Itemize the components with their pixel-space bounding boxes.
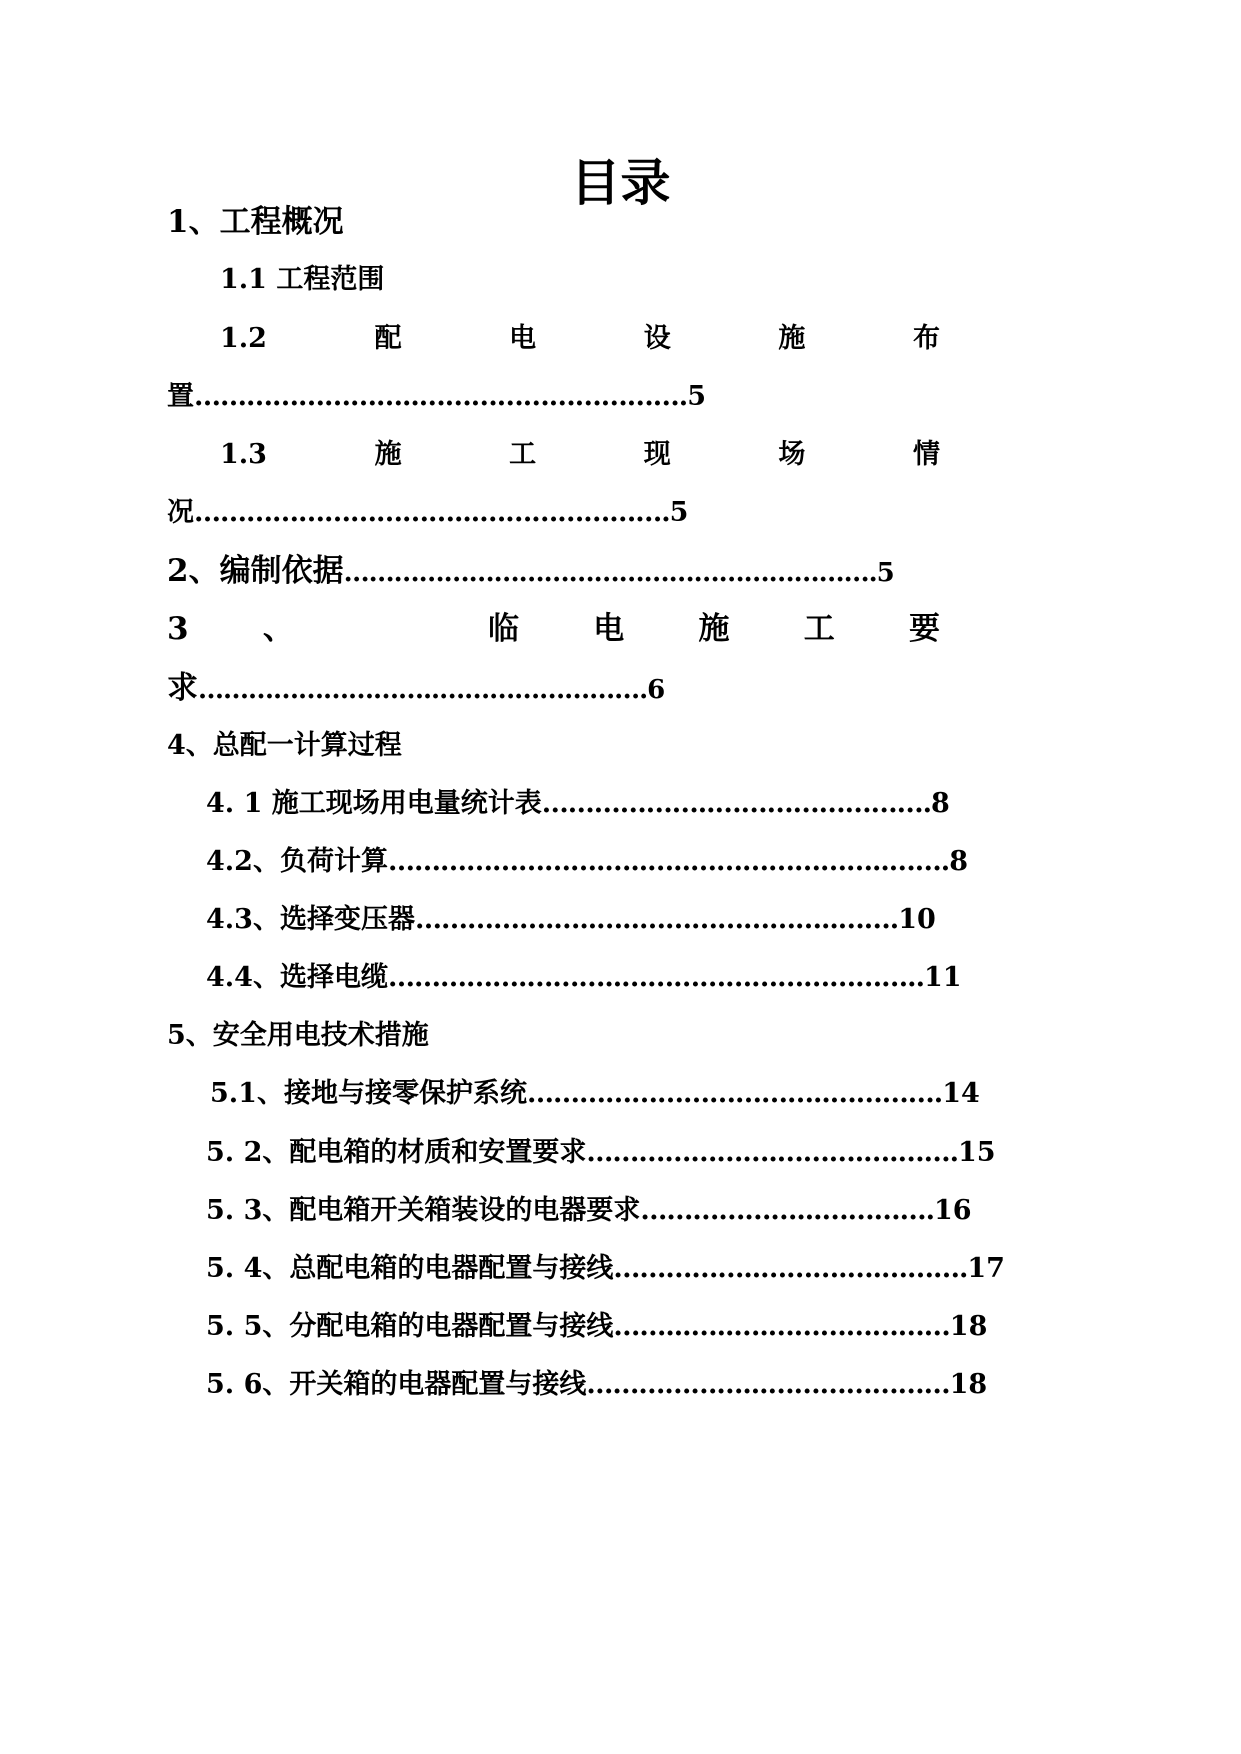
toc-section-1: 1、工程概况 bbox=[167, 204, 344, 240]
toc-leader-dots: ………………...………………… bbox=[586, 1369, 950, 1400]
toc-leader-dots: ………………….……….….……. bbox=[586, 1137, 958, 1168]
toc-text: 5. 3、配电箱开关箱装设的电器要求 bbox=[206, 1195, 641, 1226]
toc-section-4-1 bbox=[206, 790, 950, 817]
toc-char: 设 bbox=[643, 323, 671, 354]
toc-leader-dots: ………………………..……………………. bbox=[198, 675, 648, 705]
toc-text: 5.1、接地与接零保护系统 bbox=[210, 1078, 527, 1109]
toc-text: 5. 5、分配电箱的电器配置与接线 bbox=[206, 1311, 614, 1342]
toc-char: 施 bbox=[698, 611, 730, 647]
toc-char: 1.2 bbox=[220, 323, 267, 354]
toc-page-number: 14 bbox=[942, 1078, 980, 1109]
toc-char: 现 bbox=[643, 439, 671, 470]
toc-page-number: 15 bbox=[957, 1137, 996, 1168]
toc-char: 临 bbox=[488, 611, 520, 647]
toc-text: 4. 1 施工现场用电量统计表 bbox=[206, 788, 542, 819]
page-title: 目录 bbox=[570, 153, 671, 212]
toc-page-number: 5 bbox=[669, 497, 689, 528]
toc-text: 求 bbox=[167, 670, 198, 706]
toc-leader-dots: ………………...…………. bbox=[640, 1195, 934, 1226]
toc-leader-dots: …………………….…..…..…………………..……. bbox=[387, 846, 950, 877]
toc-char: 场 bbox=[778, 439, 806, 470]
toc-page-number: 5 bbox=[876, 558, 895, 588]
toc-char: 工 bbox=[509, 439, 537, 470]
toc-leader-dots: ……………………………..…………. bbox=[526, 1078, 943, 1109]
toc-char: 3 bbox=[167, 611, 189, 647]
toc-section-4-2 bbox=[206, 848, 968, 875]
toc-page-number: 8 bbox=[930, 788, 950, 819]
toc-section-1-3-line2 bbox=[167, 499, 688, 526]
toc-page-number: 16 bbox=[933, 1195, 972, 1226]
toc-char: 要 bbox=[908, 611, 940, 647]
toc-page-number: 8 bbox=[949, 846, 968, 877]
toc-char: 配 bbox=[374, 323, 402, 354]
toc-section-5-4 bbox=[206, 1255, 1005, 1282]
toc-char: 施 bbox=[374, 439, 402, 470]
toc-text: 4.2、负荷计算 bbox=[206, 846, 388, 877]
toc-section-5: 5、安全用电技术措施 bbox=[167, 1020, 429, 1051]
toc-text: 5. 2、配电箱的材质和安置要求 bbox=[206, 1137, 587, 1168]
toc-page-number: 18 bbox=[949, 1311, 988, 1342]
toc-page-number: 11 bbox=[923, 962, 962, 993]
toc-leader-dots: ……………..……….….………. bbox=[613, 1253, 968, 1284]
toc-text: 5. 4、总配电箱的电器配置与接线 bbox=[206, 1253, 614, 1284]
toc-page-number: 5 bbox=[687, 381, 706, 412]
toc-text: 5. 6、开关箱的电器配置与接线 bbox=[206, 1369, 587, 1400]
toc-section-1-2-line2 bbox=[167, 383, 706, 410]
toc-leader-dots: …………….………..…………………………….. bbox=[387, 962, 924, 993]
toc-leader-dots: ……………………..…………………………. bbox=[194, 381, 688, 412]
toc-section-1-3-line1 bbox=[220, 441, 940, 468]
toc-section-1-2-line1 bbox=[220, 325, 940, 352]
toc-text: 4.3、选择变压器 bbox=[206, 904, 415, 935]
toc-leader-dots: …………………………...…………………. bbox=[194, 497, 670, 528]
toc-char: 布 bbox=[912, 323, 940, 354]
toc-page-number: 17 bbox=[967, 1253, 1005, 1284]
toc-leader-dots: ………………………………………………………. bbox=[343, 558, 877, 588]
toc-section-2 bbox=[167, 553, 895, 589]
toc-section-4: 4、总配一计算过程 bbox=[167, 730, 402, 761]
toc-text: 2、编制依据 bbox=[167, 553, 344, 589]
toc-text: 况 bbox=[167, 497, 194, 528]
toc-page-number: 6 bbox=[647, 675, 666, 705]
toc-char: 电 bbox=[593, 611, 625, 647]
toc-leader-dots: …………….…..…..…………………..……. bbox=[414, 904, 899, 935]
toc-section-5-3 bbox=[206, 1197, 972, 1224]
toc-section-3-line2 bbox=[167, 670, 666, 706]
toc-char: 情 bbox=[912, 439, 940, 470]
toc-section-5-1 bbox=[210, 1080, 980, 1107]
toc-text: 4.4、选择电缆 bbox=[206, 962, 388, 993]
toc-page-number: 18 bbox=[949, 1369, 988, 1400]
toc-char: 电 bbox=[509, 323, 537, 354]
toc-text: 置 bbox=[167, 381, 194, 412]
toc-leader-dots: ………………..……………………. bbox=[541, 788, 931, 819]
toc-section-5-2 bbox=[206, 1139, 996, 1166]
toc-section-4-4 bbox=[206, 964, 962, 991]
toc-section-5-5 bbox=[206, 1313, 987, 1340]
toc-char: 1.3 bbox=[220, 439, 267, 470]
toc-section-3-line1 bbox=[167, 611, 940, 647]
toc-section-4-3 bbox=[206, 906, 936, 933]
toc-page-number: 10 bbox=[898, 904, 936, 935]
toc-section-1-1: 1.1 工程范围 bbox=[220, 264, 385, 295]
toc-char: 施 bbox=[778, 323, 806, 354]
toc-char: 工 bbox=[803, 611, 835, 647]
toc-section-5-6 bbox=[206, 1371, 987, 1398]
toc-char: 、 bbox=[262, 611, 294, 647]
toc-leader-dots: ……...…..….………………… bbox=[613, 1311, 950, 1342]
